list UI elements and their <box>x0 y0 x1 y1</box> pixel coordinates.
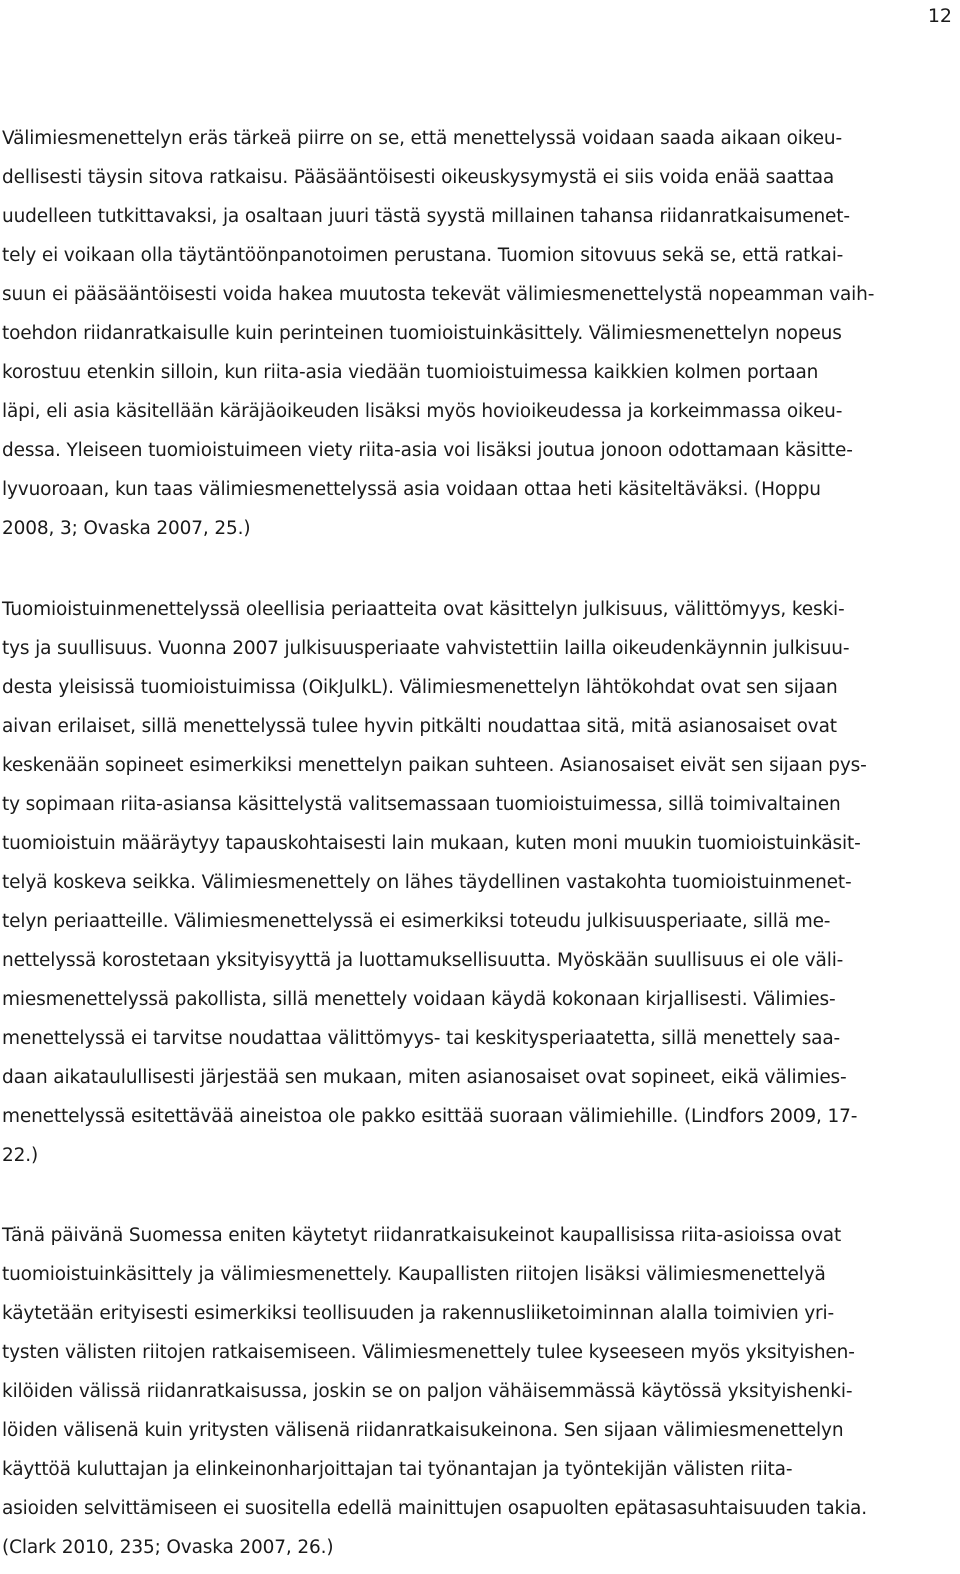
text-line: telyä koskeva seikka. Välimiesmenettely on lähes täydellinen vastakohta tuomioistuinmenet- <box>2 872 852 893</box>
text-line: toehdon riidanratkaisulle kuin perinteinen tuomioistuinkäsittely. Välimiesmenettelyn nopeus <box>2 323 842 344</box>
text-line: dessa. Yleiseen tuomioistuimeen viety riita-asia voi lisäksi joutua jonoon odottamaan käsitte- <box>2 440 853 461</box>
text-line: (Clark 2010, 235; Ovaska 2007, 26.) <box>2 1537 334 1558</box>
text-line: tys ja suullisuus. Vuonna 2007 julkisuusperiaate vahvistettiin lailla oikeudenkäynnin julkisuu- <box>2 638 850 659</box>
text-line: lyvuoroaan, kun taas välimiesmenettelyssä asia voidaan ottaa heti käsiteltäväksi. (Hoppu <box>2 479 821 500</box>
page-number: 12 <box>927 5 952 27</box>
text-line: tysten välisten riitojen ratkaisemiseen. Välimiesmenettely tulee kyseeseen myös yksityishen- <box>2 1342 855 1363</box>
text-line: Välimiesmenettelyn eräs tärkeä piirre on se, että menettelyssä voidaan saada aikaan oikeu- <box>2 128 843 149</box>
paragraph-court-principles <box>2 590 867 1175</box>
text-line: dellisesti täysin sitova ratkaisu. Pääsääntöisesti oikeuskysymystä ei siis voida enää saattaa <box>2 167 835 188</box>
text-line: 22.) <box>2 1145 39 1166</box>
text-line: suun ei pääsääntöisesti voida hakea muutosta tekevät välimiesmenettelystä nopeamman vaih- <box>2 284 875 305</box>
text-line: läpi, eli asia käsitellään käräjäoikeuden lisäksi myös hovioikeudessa ja korkeimmassa oikeu- <box>2 401 843 422</box>
text-line: aivan erilaiset, sillä menettelyssä tulee hyvin pitkälti noudattaa sitä, mitä asianosaiset ovat <box>2 716 837 737</box>
text-line: käytetään erityisesti esimerkiksi teollisuuden ja rakennusliiketoiminnan alalla toimivien yri- <box>2 1303 835 1324</box>
text-line: menettelyssä ei tarvitse noudattaa välittömyys- tai keskitysperiaatetta, sillä menettely saa- <box>2 1028 841 1049</box>
text-line: käyttöä kuluttajan ja elinkeinonharjoittajan tai työnantajan ja työntekijän välisten riita- <box>2 1459 793 1480</box>
text-line: Tuomioistuinmenettelyssä oleellisia periaatteita ovat käsittelyn julkisuus, välittömyys, keski- <box>2 599 845 620</box>
text-line: desta yleisissä tuomioistuimissa (OikJulkL). Välimiesmenettelyn lähtökohdat ovat sen sijaan <box>2 677 838 698</box>
text-line: kilöiden välissä riidanratkaisussa, joskin se on paljon vähäisemmässä käytössä yksityishenki- <box>2 1381 853 1402</box>
text-line: miesmenettelyssä pakollista, sillä menettely voidaan käydä kokonaan kirjallisesti. Välimies- <box>2 989 836 1010</box>
text-line: telyn periaatteille. Välimiesmenettelyssä ei esimerkiksi toteudu julkisuusperiaate, sillä me- <box>2 911 831 932</box>
text-line: Tänä päivänä Suomessa eniten käytetyt riidanratkaisukeinot kaupallisissa riita-asioissa ovat <box>2 1225 842 1246</box>
text-line: tely ei voikaan olla täytäntöönpanotoimen perustana. Tuomion sitovuus sekä se, että ratkai- <box>2 245 844 266</box>
paragraph-arbitration-binding <box>2 119 874 548</box>
text-line: nettelyssä korostetaan yksityisyyttä ja luottamuksellisuutta. Myöskään suullisuus ei ole väli- <box>2 950 844 971</box>
text-line: ty sopimaan riita-asiansa käsittelystä valitsemassaan tuomioistuimessa, sillä toimivaltainen <box>2 794 841 815</box>
text-line: korostuu etenkin silloin, kun riita-asia viedään tuomioistuimessa kaikkien kolmen portaan <box>2 362 819 383</box>
text-line: keskenään sopineet esimerkiksi menettelyn paikan suhteen. Asianosaiset eivät sen sijaan pys- <box>2 755 867 776</box>
text-line: tuomioistuinkäsittely ja välimiesmenettely. Kaupallisten riitojen lisäksi välimiesmenettelyä <box>2 1264 826 1285</box>
paragraph-dispute-resolution-usage <box>2 1216 867 1567</box>
text-line: uudelleen tutkittavaksi, ja osaltaan juuri tästä syystä millainen tahansa riidanratkaisumenet- <box>2 206 850 227</box>
text-line: löiden välisenä kuin yritysten välisenä riidanratkaisukeinona. Sen sijaan välimiesmenettelyn <box>2 1420 844 1441</box>
text-line: 2008, 3; Ovaska 2007, 25.) <box>2 518 251 539</box>
text-line: menettelyssä esitettävää aineistoa ole pakko esittää suoraan välimiehille. (Lindfors 2009, 17- <box>2 1106 858 1127</box>
text-line: daan aikataulullisesti järjestää sen mukaan, miten asianosaiset ovat sopineet, eikä välimies- <box>2 1067 847 1088</box>
text-line: asioiden selvittämiseen ei suositella edellä mainittujen osapuolten epätasasuhtaisuuden takia. <box>2 1498 867 1519</box>
text-line: tuomioistuin määräytyy tapauskohtaisesti lain mukaan, kuten moni muukin tuomioistuinkäsit- <box>2 833 861 854</box>
